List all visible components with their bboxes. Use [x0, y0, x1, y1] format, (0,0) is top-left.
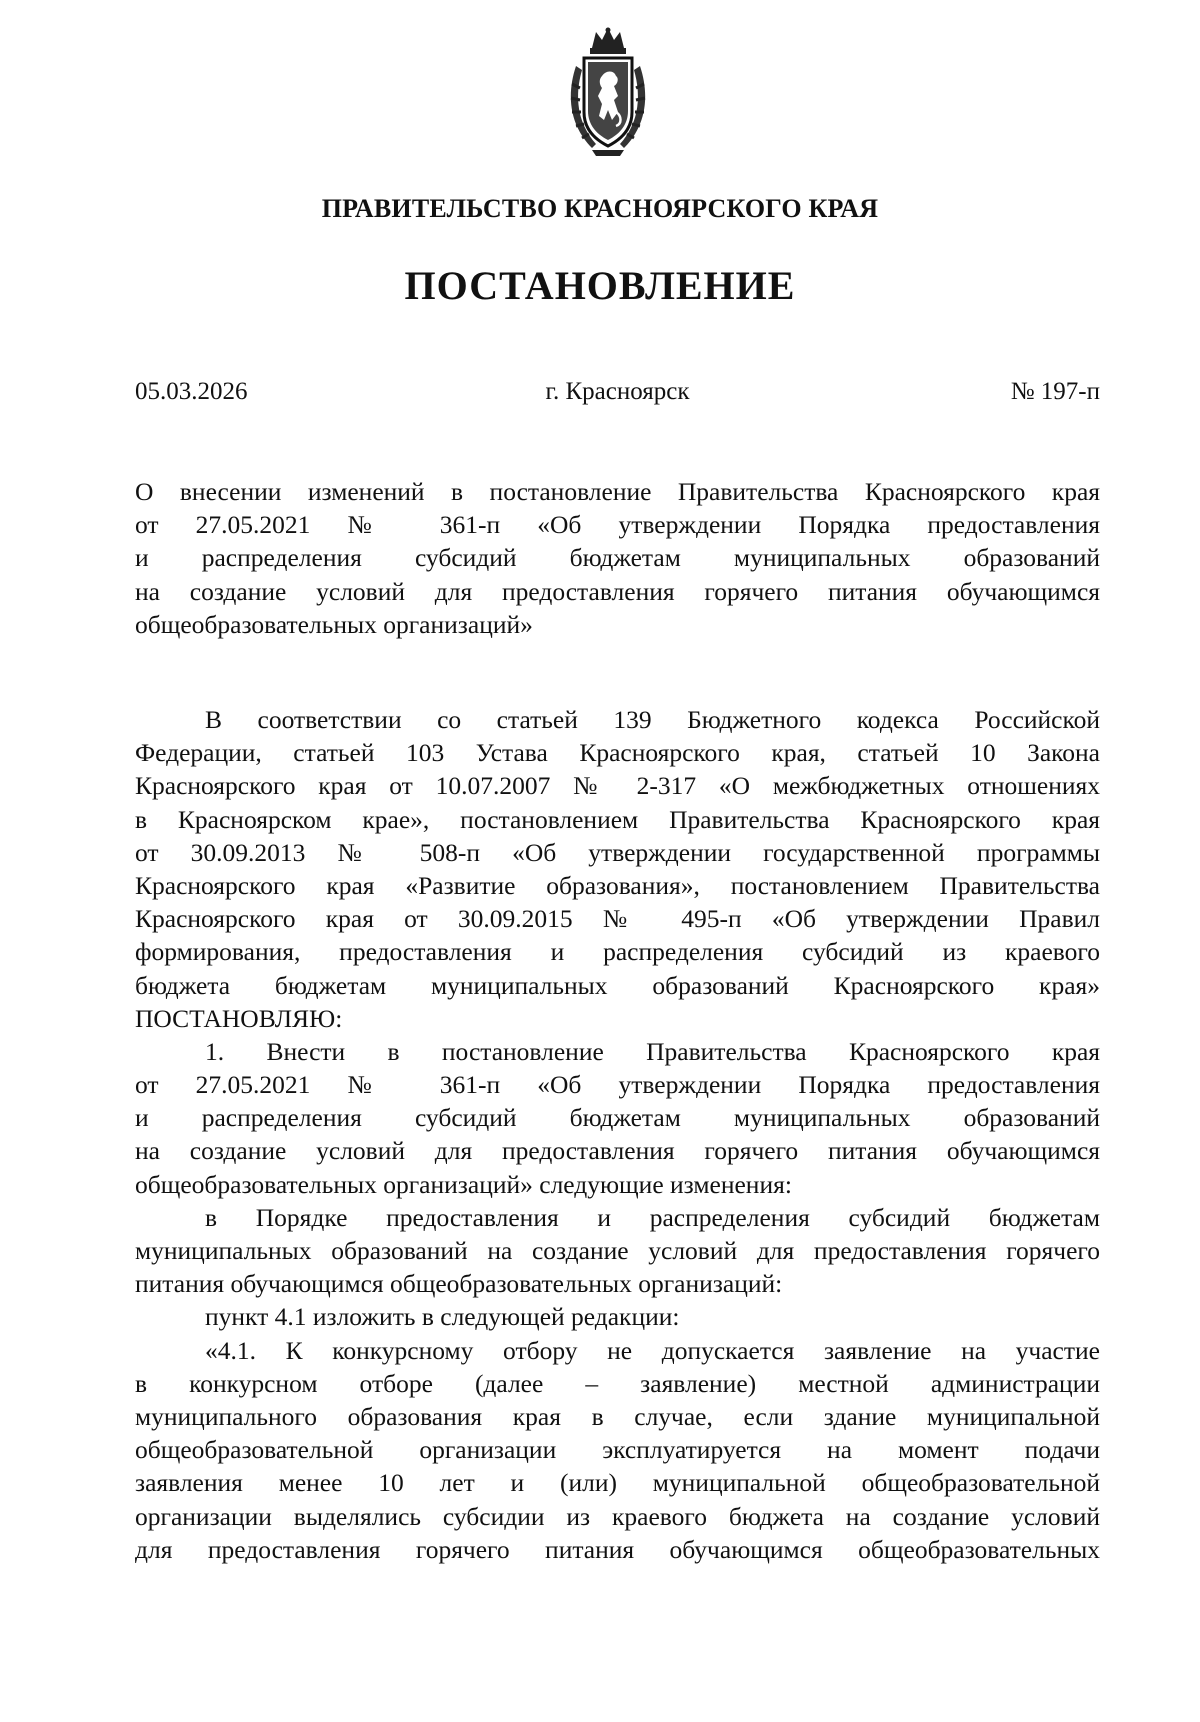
body-line: ПОСТАНОВЛЯЮ:	[135, 1003, 343, 1033]
body-line: заявления менее 10 лет и (или) муниципальной общеобразовательной	[135, 1468, 1100, 1498]
body-line: на создание условий для предоставления горячего питания обучающимся	[135, 1136, 1100, 1166]
body-line: Красноярского края «Развитие образования», постановлением Правительства	[135, 870, 1100, 900]
body-line: пункт 4.1 изложить в следующей редакции:	[205, 1302, 680, 1332]
body-line: в Порядке предоставления и распределения субсидий бюджетам	[205, 1202, 1100, 1232]
body-line: и распределения субсидий бюджетам муниципальных образований	[135, 1103, 1100, 1133]
subject-line: и распределения субсидий бюджетам муниципальных образований	[135, 543, 1100, 573]
body-line: Красноярского края от 10.07.2007 № 2-317 «О межбюджетных отношениях	[135, 771, 1100, 801]
body-line: формирования, предоставления и распределения субсидий из краевого	[135, 937, 1100, 967]
subject-line: на создание условий для предоставления горячего питания обучающимся	[135, 576, 1100, 606]
body-line: «4.1. К конкурсному отбору не допускается заявление на участие	[205, 1335, 1100, 1365]
document-date: 05.03.2026	[135, 378, 248, 405]
subject-line: от 27.05.2021 № 361-п «Об утверждении Порядка предоставления	[135, 510, 1100, 540]
body-line: от 30.09.2013 № 508-п «Об утверждении государственной программы	[135, 837, 1100, 867]
body-line: муниципального образования края в случае, если здание муниципальной	[135, 1401, 1100, 1431]
document-body	[135, 703, 1100, 1566]
body-line: в конкурсном отборе (далее – заявление) местной администрации	[135, 1368, 1100, 1398]
body-line: в Красноярском крае», постановлением Правительства Красноярского края	[135, 804, 1100, 834]
document-city: г. Красноярск	[545, 378, 690, 405]
body-line: общеобразовательных организаций» следующие изменения:	[135, 1169, 792, 1199]
document-subject	[135, 475, 1100, 641]
body-line: от 27.05.2021 № 361-п «Об утверждении Порядка предоставления	[135, 1070, 1100, 1100]
document-type-title: ПОСТАНОВЛЕНИЕ	[404, 263, 796, 308]
body-line: для предоставления горячего питания обучающимся общеобразовательных	[135, 1534, 1100, 1564]
body-line: бюджета бюджетам муниципальных образований Красноярского края»	[135, 970, 1100, 1000]
organization-name: ПРАВИТЕЛЬСТВО КРАСНОЯРСКОГО КРАЯ	[321, 194, 879, 223]
subject-line: общеобразовательных организаций»	[135, 609, 533, 639]
body-line: 1. Внести в постановление Правительства Красноярского края	[205, 1036, 1100, 1066]
body-line: питания обучающимся общеобразовательных организаций:	[135, 1269, 783, 1299]
body-line: муниципальных образований на создание условий для предоставления горячего	[135, 1236, 1100, 1265]
body-line: Федерации, статьей 103 Устава Красноярского края, статьей 10 Закона	[135, 738, 1100, 768]
body-line: В соответствии со статьей 139 Бюджетного кодекса Российской	[205, 705, 1100, 734]
body-line: Красноярского края от 30.09.2015 № 495-п «Об утверждении Правил	[135, 904, 1100, 934]
subject-line: О внесении изменений в постановление Правительства Красноярского края	[135, 477, 1100, 506]
body-line: организации выделялись субсидии из краевого бюджета на создание условий	[135, 1501, 1100, 1531]
document-number: № 197-п	[1010, 378, 1100, 405]
body-line: общеобразовательной организации эксплуатируется на момент подачи	[135, 1435, 1100, 1465]
coat-of-arms-icon	[562, 26, 654, 158]
